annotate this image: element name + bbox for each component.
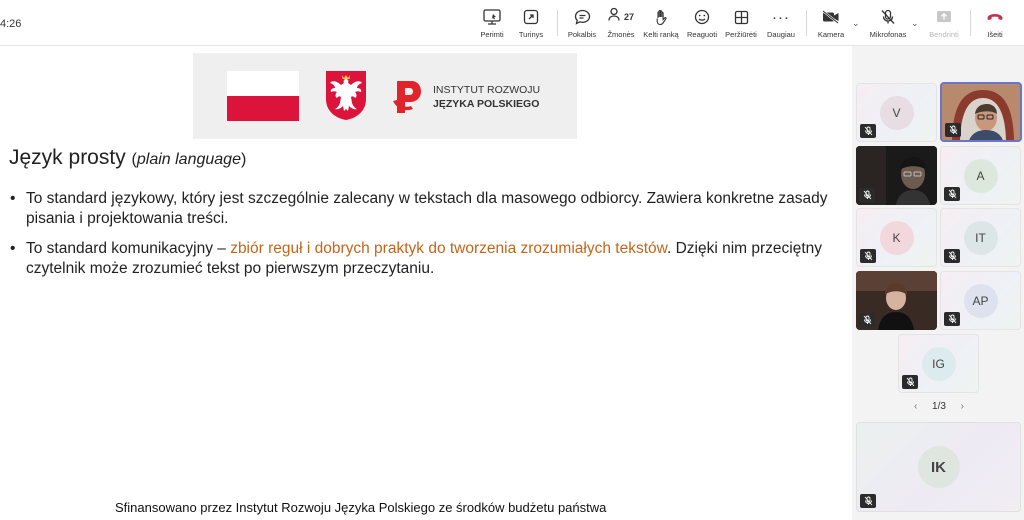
people-label: Žmonės xyxy=(607,30,635,39)
share-button[interactable] xyxy=(919,8,969,39)
mic-off-icon xyxy=(859,313,875,327)
avatar: AP xyxy=(964,284,998,318)
mic-off-icon xyxy=(860,249,876,263)
mic-off-icon xyxy=(945,123,961,137)
avatar: A xyxy=(964,159,998,193)
chat-label: Pokalbis xyxy=(567,30,597,39)
camera-options-chevron-icon[interactable]: ⌄ xyxy=(852,18,860,28)
people-count: 27 xyxy=(623,12,634,22)
bullet-dot-icon: • xyxy=(10,240,16,257)
view-label: Peržiūrėti xyxy=(725,30,757,39)
shared-presentation-slide xyxy=(0,46,852,520)
participants-gallery xyxy=(852,46,1024,520)
mic-off-icon xyxy=(859,188,875,202)
leave-button[interactable] xyxy=(970,8,1020,39)
participant-video-tile[interactable] xyxy=(856,146,937,205)
avatar: K xyxy=(880,221,914,255)
mic-off-icon xyxy=(880,8,896,26)
camera-off-icon xyxy=(822,8,840,26)
meeting-toolbar xyxy=(0,0,1024,46)
meeting-timer: 4:26 xyxy=(0,18,22,30)
polish-emblem-eagle-icon xyxy=(324,69,368,121)
avatar: IG xyxy=(922,347,956,381)
people-icon xyxy=(608,7,623,27)
content-button[interactable] xyxy=(506,8,556,39)
participant-tile[interactable] xyxy=(940,208,1021,267)
chat-icon xyxy=(574,8,591,26)
mic-off-icon xyxy=(860,494,876,508)
mic-off-icon xyxy=(902,375,918,389)
avatar: V xyxy=(880,96,914,130)
irjp-logo-line1: INSTYTUT ROZWOJU xyxy=(433,84,541,96)
content-label: Turinys xyxy=(518,30,544,39)
gallery-pager xyxy=(914,401,964,412)
bullet-item xyxy=(10,239,840,279)
raise-hand-icon xyxy=(654,8,669,26)
react-label: Reaguoti xyxy=(686,30,718,39)
slide-logo-band xyxy=(193,53,577,139)
content-icon xyxy=(523,8,539,26)
mic-off-icon xyxy=(944,312,960,326)
camera-label: Kamera xyxy=(817,30,845,39)
slide-funding-footer: Sfinansowano przez Instytut Rozwoju Języka Polskiego ze środków budżetu państwa xyxy=(115,500,607,515)
more-button[interactable] xyxy=(756,8,806,39)
mic-off-icon xyxy=(860,124,876,138)
react-icon xyxy=(694,8,710,26)
leave-label: Išeiti xyxy=(987,30,1003,39)
pager-next-icon[interactable]: › xyxy=(960,401,964,412)
take-control-label: Perimti xyxy=(480,30,504,39)
slide-title-italic: plain language xyxy=(136,151,241,168)
more-label: Daugiau xyxy=(767,30,795,39)
slide-title-subtitle: (plain language) xyxy=(131,151,247,168)
avatar: IK xyxy=(918,446,960,488)
share-icon xyxy=(936,8,952,26)
bullet-text-before: To standard komunikacyjny – xyxy=(26,240,231,257)
bullet-text: To standard językowy, który jest szczególnie zalecany w tekstach dla masowego odbiorcy. Zawiera konkretne zasady pisania i projektowania treści. xyxy=(26,190,828,227)
polish-flag-icon xyxy=(227,71,299,121)
slide-bullet-list xyxy=(10,189,840,289)
participant-tile[interactable] xyxy=(856,208,937,267)
self-preview-tile[interactable] xyxy=(856,422,1021,512)
slide-title xyxy=(9,146,246,170)
microphone-options-chevron-icon[interactable]: ⌄ xyxy=(911,18,919,28)
raise-hand-label: Kelti ranką xyxy=(643,30,679,39)
bullet-text-accent: zbiór reguł i dobrych praktyk do tworzenia zrozumiałych tekstów xyxy=(230,240,667,257)
camera-button[interactable] xyxy=(806,8,856,39)
mic-off-icon xyxy=(944,187,960,201)
irjp-logo-line2: JĘZYKA POLSKIEGO xyxy=(433,98,540,110)
pager-prev-icon[interactable]: ‹ xyxy=(914,401,918,412)
participant-tile[interactable] xyxy=(940,146,1021,205)
participant-tile[interactable] xyxy=(856,83,937,142)
participant-tile[interactable] xyxy=(940,271,1021,330)
more-icon: ··· xyxy=(772,8,790,26)
slide-title-main: Język prosty xyxy=(9,146,126,169)
participant-video-tile[interactable] xyxy=(856,271,937,330)
irjp-logo-mark-icon xyxy=(393,79,423,115)
share-label: Bendrinti xyxy=(929,30,959,39)
leave-call-icon xyxy=(986,8,1004,26)
irjp-logo-text xyxy=(433,83,540,111)
microphone-button[interactable] xyxy=(863,8,913,39)
bullet-item xyxy=(10,189,840,229)
participant-tile[interactable] xyxy=(898,334,979,393)
bullet-dot-icon: • xyxy=(10,190,16,207)
view-icon xyxy=(734,8,749,26)
participant-video-tile[interactable] xyxy=(940,82,1022,142)
microphone-label: Mikrofonas xyxy=(869,30,907,39)
avatar: IT xyxy=(964,221,998,255)
mic-off-icon xyxy=(944,249,960,263)
people-icon-wrap xyxy=(608,8,634,26)
share-screen-icon xyxy=(483,8,501,26)
pager-page-indicator: 1/3 xyxy=(932,401,946,412)
bullet-text-after: . Dzięki nim przeciętny czytelnik może zrozumieć tekst po pierwszym przeczytaniu. xyxy=(26,240,823,277)
